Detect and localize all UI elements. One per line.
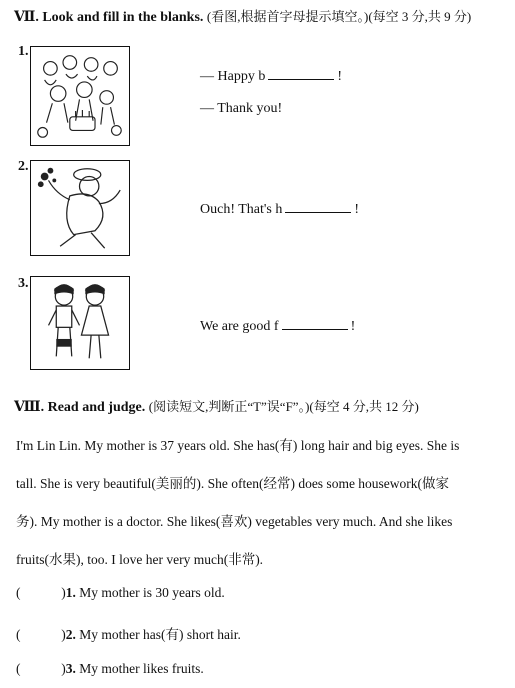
question-3	[16, 661, 204, 677]
section7-title: Ⅶ. Look and fill in the blanks.	[14, 10, 204, 25]
item3-number: 3.	[18, 276, 29, 291]
question-text: My mother likes fruits.	[79, 661, 204, 676]
item1-line2	[200, 101, 282, 117]
item1-line1-prompt: — Happy b	[200, 69, 266, 84]
item2-line1-end: !	[354, 202, 360, 217]
injured-man-illustration	[31, 161, 128, 254]
passage-line: tall. She is very beautiful(美丽的). She often(经常) does some housework(做家	[16, 476, 450, 491]
question-number: 1.	[65, 585, 76, 600]
question-text: My mother has(有) short hair.	[79, 627, 241, 642]
injured-man-picture	[30, 160, 130, 256]
answer-open-paren: (	[16, 585, 21, 600]
answer-open-paren: (	[16, 661, 21, 676]
birthday-party-picture	[30, 46, 130, 146]
passage-line: I'm Lin Lin. My mother is 37 years old. She has(有) long hair and big eyes. She is	[16, 438, 460, 453]
item1-line1	[200, 67, 342, 85]
birthday-party-illustration	[31, 47, 128, 144]
question-number: 3.	[65, 661, 76, 676]
two-girls-picture	[30, 276, 130, 370]
section8-title: Ⅷ. Read and judge.	[14, 400, 146, 415]
item3-line1-end: !	[350, 319, 356, 334]
section7-heading	[14, 6, 471, 26]
answer-open-paren: (	[16, 627, 21, 642]
section8-instruction: (阅读短文,判断正“T”误“F”。)(每空 4 分,共 12 分)	[148, 399, 419, 414]
item2-line1	[200, 200, 359, 218]
passage-line: 务). My mother is a doctor. She likes(喜欢) vegetables very much. And she likes	[16, 514, 453, 529]
item3-line1	[200, 317, 355, 335]
item3-line1-prompt: We are good f	[200, 319, 279, 334]
section7-instruction: (看图,根据首字母提示填空。)(每空 3 分,共 9 分)	[206, 9, 472, 24]
section8-heading	[14, 396, 419, 416]
passage-line: fruits(水果), too. I love her very much(非常).	[16, 552, 264, 567]
item1-line1-end: !	[337, 69, 342, 84]
two-girls-illustration	[31, 277, 128, 368]
answer-close-paren: )	[61, 585, 66, 600]
question-2	[16, 623, 241, 643]
item2-number: 2.	[18, 159, 29, 174]
item1-line2-text: — Thank you!	[200, 101, 283, 116]
answer-close-paren: )	[61, 661, 66, 676]
question-number: 2.	[65, 627, 76, 642]
item3-blank[interactable]	[282, 317, 348, 330]
item1-number: 1.	[18, 44, 29, 59]
item2-blank[interactable]	[285, 200, 351, 213]
item2-line1-prompt: Ouch! That's h	[200, 202, 283, 217]
item1-blank[interactable]	[268, 67, 334, 80]
question-text: My mother is 30 years old.	[79, 585, 225, 600]
answer-close-paren: )	[61, 627, 66, 642]
question-1	[16, 585, 225, 601]
